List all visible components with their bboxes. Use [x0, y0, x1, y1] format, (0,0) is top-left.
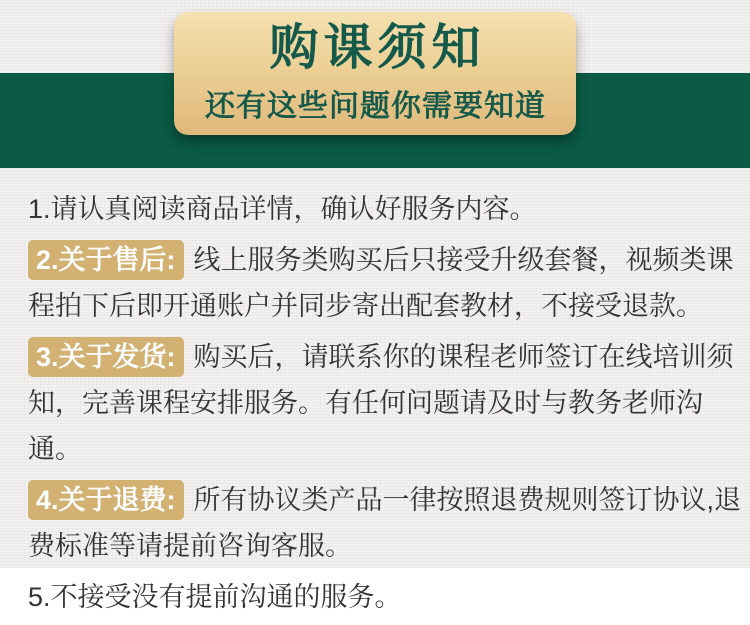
notice-item-text: 1.请认真阅读商品详情，确认好服务内容。	[28, 194, 537, 224]
page-subtitle: 还有这些问题你需要知道	[205, 90, 546, 124]
notice-item-text: 购买后，请联系你的课程老师签订在线培训须知，完善课程安排服务。有任何问题请及时与教务老师沟通。	[28, 342, 734, 464]
notice-item-badge: 2.关于售后:	[28, 240, 184, 280]
page-title: 购课须知	[269, 20, 486, 75]
notice-list	[28, 186, 744, 625]
notice-item-badge: 4.关于退费:	[28, 480, 184, 520]
notice-item-badge: 3.关于发货:	[28, 337, 184, 377]
notice-item-5	[28, 574, 744, 620]
title-card	[174, 12, 576, 135]
notice-item-text: 所有协议类产品一律按照退费规则签订协议,退费标准等请提前咨询客服。	[28, 485, 742, 561]
notice-item-3	[28, 334, 744, 472]
notice-item-2	[28, 237, 744, 329]
notice-item-text: 5.不接受没有提前沟通的服务。	[28, 582, 402, 612]
notice-item-4	[28, 477, 744, 569]
notice-item-1	[28, 186, 744, 232]
notice-item-text: 线上服务类购买后只接受升级套餐，视频类课程拍下后即开通账户并同步寄出配套教材，不接受退款。	[28, 245, 734, 321]
